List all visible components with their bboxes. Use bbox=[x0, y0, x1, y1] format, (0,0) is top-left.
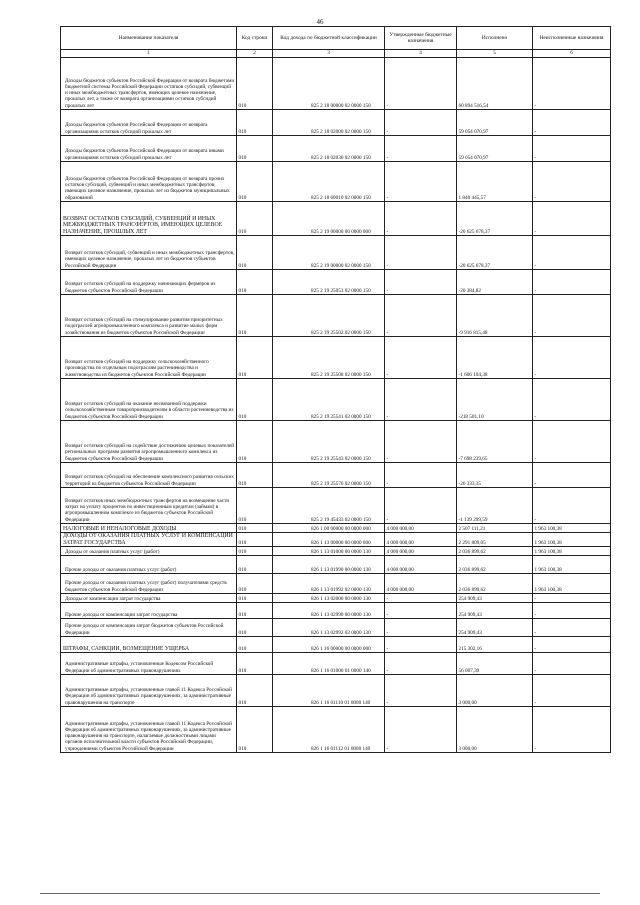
row-name: Доходы бюджетов субъектов Российской Федерации от возврата иными организациями остатков субсидий прошлых лет bbox=[61, 136, 237, 162]
row-name: Возврат остатков субсидий на обеспечение комплексного развития сельских территорий из бюджетов субъектов Российской Федерации bbox=[61, 463, 237, 488]
row-line-code: 010 bbox=[237, 594, 273, 603]
row-remaining: - bbox=[533, 463, 611, 488]
column-number: 6 bbox=[533, 50, 611, 58]
row-line-code: 010 bbox=[237, 653, 273, 675]
table-row bbox=[61, 594, 611, 603]
row-remaining: - bbox=[533, 603, 611, 619]
header-line-code: Код строки bbox=[237, 27, 273, 50]
row-remaining: - bbox=[533, 379, 611, 421]
row-executed: -20 625 678,37 bbox=[457, 202, 533, 236]
header-approved: Утвержденные бюджетные назначения bbox=[385, 27, 457, 50]
row-line-code: 010 bbox=[237, 707, 273, 753]
row-name: Доходы от оказания платных услуг (работ) bbox=[61, 547, 237, 556]
row-name: ШТРАФЫ, САНКЦИИ, ВОЗМЕЩЕНИЕ УЩЕРБА bbox=[61, 637, 237, 653]
row-executed: 2 036 899,62 bbox=[457, 556, 533, 574]
row-remaining: - bbox=[533, 707, 611, 753]
row-executed: -7 698 239,65 bbox=[457, 421, 533, 463]
row-line-code: 010 bbox=[237, 574, 273, 594]
row-revenue-code: 826 1 16 01000 01 0000 140 bbox=[273, 653, 385, 675]
row-name: Возврат остатков субсидий на поддержку сельскохозяйственного производства по отдельным подотраслям растениеводства и животноводства из бюджетов субъектов Российской Федерации bbox=[61, 337, 237, 379]
row-line-code: 010 bbox=[237, 58, 273, 110]
row-revenue-code: 825 2 19 45433 02 0000 150 bbox=[273, 488, 385, 524]
row-line-code: 010 bbox=[237, 295, 273, 337]
row-revenue-code: 826 1 13 02000 00 0000 130 bbox=[273, 594, 385, 603]
row-line-code: 010 bbox=[237, 202, 273, 236]
row-name: НАЛОГОВЫЕ И НЕНАЛОГОВЫЕ ДОХОДЫ bbox=[61, 524, 237, 533]
row-remaining: - bbox=[533, 270, 611, 295]
row-approved: - bbox=[385, 675, 457, 707]
row-approved: 4 000 000,00 bbox=[385, 547, 457, 556]
table-row bbox=[61, 675, 611, 707]
row-revenue-code: 825 2 18 60010 02 0000 150 bbox=[273, 162, 385, 202]
row-executed: 59 054 070,97 bbox=[457, 110, 533, 136]
row-revenue-code: 825 2 19 25053 02 0000 150 bbox=[273, 270, 385, 295]
table-row bbox=[61, 421, 611, 463]
row-line-code: 010 bbox=[237, 236, 273, 270]
row-remaining: - bbox=[533, 58, 611, 110]
row-executed: -1 606 104,38 bbox=[457, 337, 533, 379]
row-approved: - bbox=[385, 58, 457, 110]
row-executed: -20 384,82 bbox=[457, 270, 533, 295]
table-row bbox=[61, 574, 611, 594]
row-line-code: 010 bbox=[237, 463, 273, 488]
row-remaining: - bbox=[533, 295, 611, 337]
row-revenue-code: 826 1 13 02992 02 0000 130 bbox=[273, 619, 385, 637]
row-name: Административные штрафы, установленные Кодексом Российской Федерации об административных правонарушениях bbox=[61, 653, 237, 675]
row-line-code: 010 bbox=[237, 675, 273, 707]
row-name: Административные штрафы, установленные главой 11 Кодекса Российской Федерации об административных правонарушениях, за административные правонарушения на транспорте bbox=[61, 675, 237, 707]
column-number: 1 bbox=[61, 50, 237, 58]
table-row bbox=[61, 556, 611, 574]
row-line-code: 010 bbox=[237, 619, 273, 637]
table-row bbox=[61, 707, 611, 753]
revenue-report-table bbox=[60, 26, 611, 753]
column-number: 3 bbox=[273, 50, 385, 58]
row-line-code: 010 bbox=[237, 556, 273, 574]
table-row bbox=[61, 202, 611, 236]
row-line-code: 010 bbox=[237, 603, 273, 619]
row-name: Прочие доходы от компенсации затрат бюджетов субъектов Российской Федерации bbox=[61, 619, 237, 637]
table-header-row bbox=[61, 27, 611, 50]
row-revenue-code: 826 1 16 00000 00 0000 000 bbox=[273, 637, 385, 653]
row-approved: - bbox=[385, 463, 457, 488]
row-revenue-code: 825 2 18 02030 02 0000 150 bbox=[273, 136, 385, 162]
header-remaining: Неисполненные назначения bbox=[533, 27, 611, 50]
row-executed: 2 291 809,05 bbox=[457, 533, 533, 547]
row-executed: 59 054 070,97 bbox=[457, 136, 533, 162]
row-approved: - bbox=[385, 295, 457, 337]
row-revenue-code: 825 2 19 25541 02 0000 150 bbox=[273, 379, 385, 421]
table-row bbox=[61, 110, 611, 136]
row-executed: 3 000,00 bbox=[457, 675, 533, 707]
row-remaining: - bbox=[533, 162, 611, 202]
row-approved: - bbox=[385, 653, 457, 675]
row-remaining: - bbox=[533, 236, 611, 270]
row-executed: 2 507 111,21 bbox=[457, 524, 533, 533]
row-name: Доходы от компенсации затрат государства bbox=[61, 594, 237, 603]
row-line-code: 010 bbox=[237, 136, 273, 162]
row-executed: -26 333,35 bbox=[457, 463, 533, 488]
table-row bbox=[61, 379, 611, 421]
row-line-code: 010 bbox=[237, 162, 273, 202]
row-remaining: - bbox=[533, 136, 611, 162]
row-remaining: 1 963 100,38 bbox=[533, 574, 611, 594]
row-line-code: 010 bbox=[237, 637, 273, 653]
row-approved: 4 000 000,00 bbox=[385, 574, 457, 594]
row-revenue-code: 826 1 13 01000 00 0000 130 bbox=[273, 547, 385, 556]
row-approved: - bbox=[385, 136, 457, 162]
table-row bbox=[61, 236, 611, 270]
row-revenue-code: 826 1 16 01110 01 0000 140 bbox=[273, 675, 385, 707]
row-approved: - bbox=[385, 488, 457, 524]
row-remaining: - bbox=[533, 637, 611, 653]
table-row bbox=[61, 533, 611, 547]
row-remaining: 1 963 100,38 bbox=[533, 524, 611, 533]
row-approved: - bbox=[385, 162, 457, 202]
column-number: 5 bbox=[457, 50, 533, 58]
row-executed: -9 916 815,48 bbox=[457, 295, 533, 337]
column-number: 2 bbox=[237, 50, 273, 58]
table-row bbox=[61, 337, 611, 379]
row-name: Возврат остатков субсидий на содействие достижению целевых показателей региональных программ развития агропромышленного комплекса из бюджетов субъектов Российской Федерации bbox=[61, 421, 237, 463]
row-name: ДОХОДЫ ОТ ОКАЗАНИЯ ПЛАТНЫХ УСЛУГ И КОМПЕНСАЦИИ ЗАТРАТ ГОСУДАРСТВА bbox=[61, 533, 237, 547]
row-name: Возврат остатков иных межбюджетных трансфертов на возмещение части затрат на уплату процентов по инвестиционным кредитам (займам) в агропромышленном комплексе из бюджетов субъектов Российской Федерации bbox=[61, 488, 237, 524]
row-approved: 4 000 000,00 bbox=[385, 556, 457, 574]
row-approved: - bbox=[385, 270, 457, 295]
row-approved: - bbox=[385, 337, 457, 379]
table-row bbox=[61, 524, 611, 533]
row-remaining: 1 963 100,38 bbox=[533, 547, 611, 556]
row-executed: 254 909,43 bbox=[457, 594, 533, 603]
row-executed: -20 625 678,37 bbox=[457, 236, 533, 270]
row-executed: 1 840 445,57 bbox=[457, 162, 533, 202]
row-remaining: - bbox=[533, 594, 611, 603]
column-number: 4 bbox=[385, 50, 457, 58]
row-name: Прочие доходы от оказания платных услуг (работ) получателями средств бюджетов субъектов Российской Федерации bbox=[61, 574, 237, 594]
row-remaining: 1 963 100,38 bbox=[533, 533, 611, 547]
row-line-code: 010 bbox=[237, 533, 273, 547]
row-approved: - bbox=[385, 110, 457, 136]
row-approved: - bbox=[385, 379, 457, 421]
row-remaining: - bbox=[533, 421, 611, 463]
row-revenue-code: 825 2 19 25576 02 0000 150 bbox=[273, 463, 385, 488]
bottom-divider bbox=[40, 893, 600, 894]
header-executed: Исполнено bbox=[457, 27, 533, 50]
row-name: Прочие доходы от компенсации затрат государства bbox=[61, 603, 237, 619]
row-remaining: - bbox=[533, 110, 611, 136]
header-name: Наименование показателя bbox=[61, 27, 237, 50]
row-executed: -218 501,10 bbox=[457, 379, 533, 421]
row-revenue-code: 825 2 19 25502 02 0000 150 bbox=[273, 295, 385, 337]
row-executed: 56 007,39 bbox=[457, 653, 533, 675]
table-body bbox=[61, 58, 611, 753]
table-row bbox=[61, 162, 611, 202]
row-line-code: 010 bbox=[237, 524, 273, 533]
row-revenue-code: 825 2 19 25543 02 0000 150 bbox=[273, 421, 385, 463]
row-name: Доходы бюджетов субъектов Российской Федерации от возврата организациями остатков субсидий прошлых лет bbox=[61, 110, 237, 136]
row-revenue-code: 825 2 19 25508 02 0000 150 bbox=[273, 337, 385, 379]
row-approved: - bbox=[385, 202, 457, 236]
row-revenue-code: 825 2 19 00000 02 0000 150 bbox=[273, 236, 385, 270]
row-line-code: 010 bbox=[237, 270, 273, 295]
table-row bbox=[61, 603, 611, 619]
row-revenue-code: 826 1 13 00000 00 0000 000 bbox=[273, 533, 385, 547]
table-row bbox=[61, 58, 611, 110]
table-row bbox=[61, 488, 611, 524]
row-approved: - bbox=[385, 236, 457, 270]
table-row bbox=[61, 270, 611, 295]
row-executed: 60 894 516,54 bbox=[457, 58, 533, 110]
row-remaining: - bbox=[533, 675, 611, 707]
row-remaining: - bbox=[533, 488, 611, 524]
row-name: Возврат остатков субсидий на поддержку начинающих фермеров из бюджетов субъектов Российской Федерации bbox=[61, 270, 237, 295]
page-number: 46 bbox=[316, 18, 324, 26]
row-executed: 2 036 899,62 bbox=[457, 574, 533, 594]
row-name: Возврат остатков субсидий на оказание несвязанной поддержки сельскохозяйственным товаропроизводителям в области растениеводства из бюджетов субъектов Российской Федерации bbox=[61, 379, 237, 421]
table-row bbox=[61, 619, 611, 637]
row-executed: 2 036 899,62 bbox=[457, 547, 533, 556]
row-remaining: - bbox=[533, 653, 611, 675]
row-name: Административные штрафы, установленные главой 11 Кодекса Российской Федерации об административных правонарушениях, за административные правонарушения на транспорте, налагаемые должностными лицами органов исполнительной власти субъектов Российской Федерации, учреждениями субъектов Российской Федерации bbox=[61, 707, 237, 753]
row-executed: 215 302,16 bbox=[457, 637, 533, 653]
row-approved: - bbox=[385, 594, 457, 603]
row-approved: - bbox=[385, 637, 457, 653]
row-revenue-code: 826 1 13 02990 00 0000 130 bbox=[273, 603, 385, 619]
table-row bbox=[61, 463, 611, 488]
row-name: Прочие доходы от оказания платных услуг (работ) bbox=[61, 556, 237, 574]
row-line-code: 010 bbox=[237, 379, 273, 421]
row-line-code: 010 bbox=[237, 337, 273, 379]
row-remaining: - bbox=[533, 202, 611, 236]
table-row bbox=[61, 637, 611, 653]
row-approved: 4 000 000,00 bbox=[385, 533, 457, 547]
table-row bbox=[61, 295, 611, 337]
row-executed: 254 909,43 bbox=[457, 619, 533, 637]
row-approved: - bbox=[385, 619, 457, 637]
row-revenue-code: 825 2 19 00000 00 0000 000 bbox=[273, 202, 385, 236]
row-line-code: 010 bbox=[237, 547, 273, 556]
row-revenue-code: 825 2 18 00000 02 0000 150 bbox=[273, 58, 385, 110]
row-revenue-code: 826 1 13 01990 00 0000 130 bbox=[273, 556, 385, 574]
row-executed: 254 909,43 bbox=[457, 603, 533, 619]
row-revenue-code: 825 2 18 02000 02 0000 150 bbox=[273, 110, 385, 136]
row-approved: - bbox=[385, 421, 457, 463]
row-executed: 3 000,00 bbox=[457, 707, 533, 753]
header-revenue-code: Код дохода по бюджетной классификации bbox=[273, 27, 385, 50]
row-remaining: - bbox=[533, 337, 611, 379]
row-name: Возврат остатков субсидий, субвенций и иных межбюджетных трансфертов, имеющих целевое назначение, прошлых лет из бюджетов субъектов Российской Федерации bbox=[61, 236, 237, 270]
row-line-code: 010 bbox=[237, 110, 273, 136]
row-line-code: 010 bbox=[237, 488, 273, 524]
row-revenue-code: 826 1 16 01112 01 0000 140 bbox=[273, 707, 385, 753]
row-line-code: 010 bbox=[237, 421, 273, 463]
row-approved: 4 000 000,00 bbox=[385, 524, 457, 533]
row-approved: - bbox=[385, 603, 457, 619]
row-name: ВОЗВРАТ ОСТАТКОВ СУБСИДИЙ, СУБВЕНЦИЙ И ИНЫХ МЕЖБЮДЖЕТНЫХ ТРАНСФЕРТОВ, ИМЕЮЩИХ ЦЕЛЕВОЕ НАЗНАЧЕНИЕ, ПРОШЛЫХ ЛЕТ bbox=[61, 202, 237, 236]
row-remaining: - bbox=[533, 619, 611, 637]
column-numbers-row bbox=[61, 50, 611, 58]
row-executed: -1 139 299,59 bbox=[457, 488, 533, 524]
row-revenue-code: 826 1 00 00000 00 0000 000 bbox=[273, 524, 385, 533]
row-name: Возврат остатков субсидий на стимулирование развития приоритетных подотраслей агропромышленного комплекса и развитие малых форм хозяйствования из бюджетов субъектов Российской Федерации bbox=[61, 295, 237, 337]
table-row bbox=[61, 547, 611, 556]
table-row bbox=[61, 653, 611, 675]
row-approved: - bbox=[385, 707, 457, 753]
row-name: Доходы бюджетов субъектов Российской Федерации от возврата бюджетами бюджетной системы Российской Федерации остатков субсидий, субвенций и иных межбюджетных трансфертов, имеющих целевое назначение, прошлых лет, а также от возврата организациями остатков субсидий прошлых лет bbox=[61, 58, 237, 110]
row-name: Доходы бюджетов субъектов Российской Федерации от возврата прочих остатков субсидий, субвенций и иных межбюджетных трансфертов, имеющих целевое назначение, прошлых лет из бюджетов муниципальных образований bbox=[61, 162, 237, 202]
table-row bbox=[61, 136, 611, 162]
row-remaining: 1 963 100,38 bbox=[533, 556, 611, 574]
row-revenue-code: 826 1 13 01992 02 0000 130 bbox=[273, 574, 385, 594]
